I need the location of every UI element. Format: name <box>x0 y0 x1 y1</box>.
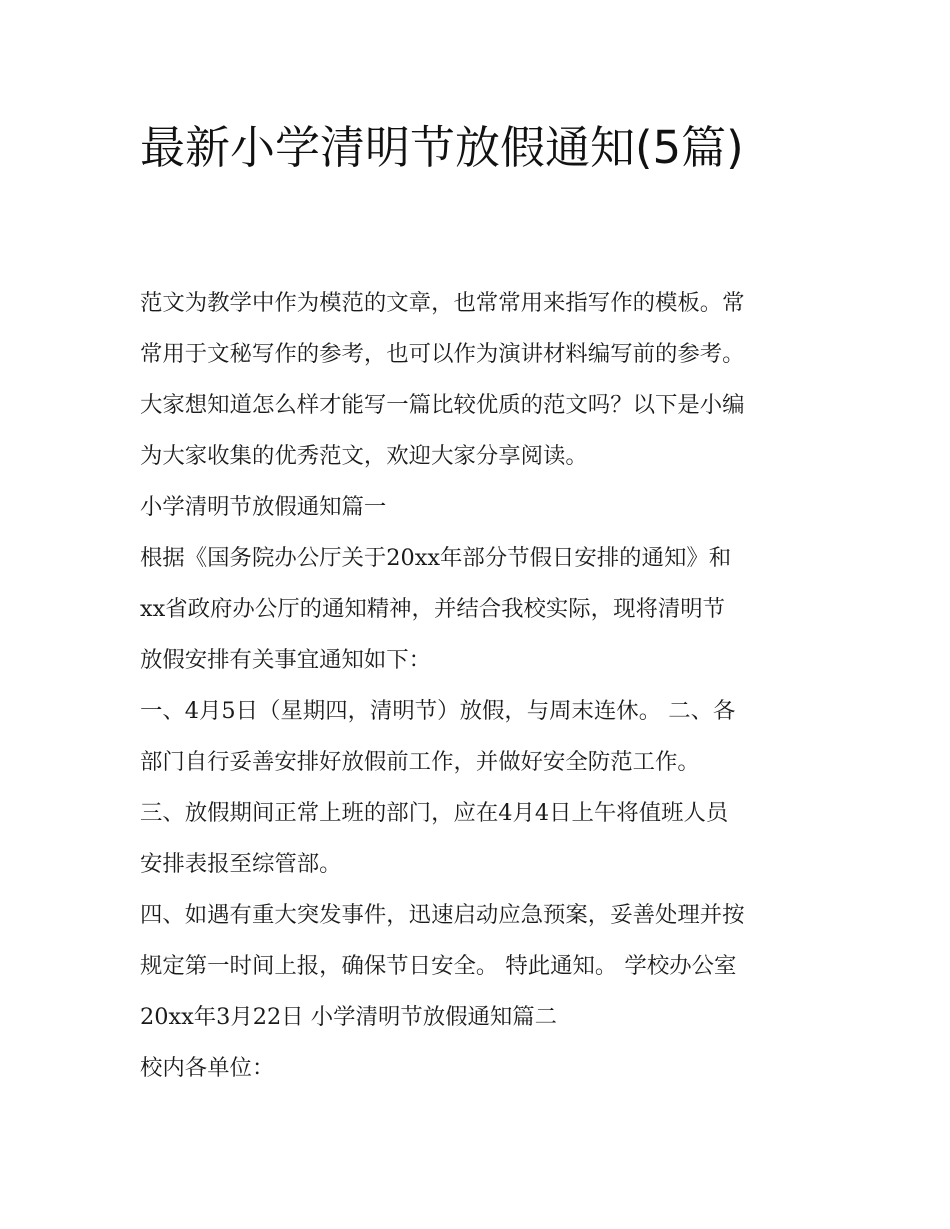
paragraph-line: 根据《国务院办公厅关于20xx年部分节假日安排的通知》和 <box>140 545 732 571</box>
paragraph-line: 三、放假期间正常上班的部门，应在4月4日上午将值班人员 <box>140 800 729 826</box>
paragraph-line: 四、如遇有重大突发事件，迅速启动应急预案，妥善处理并按 <box>140 902 745 928</box>
paragraph-line: 常用于文秘写作的参考，也可以作为演讲材料编写前的参考。 <box>140 341 745 367</box>
paragraph-line: 校内各单位： <box>140 1055 275 1081</box>
paragraph-line: 安排表报至综管部。 <box>140 851 342 877</box>
paragraph-line: 为大家收集的优秀范文，欢迎大家分享阅读。 <box>140 443 588 469</box>
document-body <box>140 278 820 1094</box>
paragraph-line: xx省政府办公厅的通知精神，并结合我校实际，现将清明节 <box>140 596 726 622</box>
section-heading: 小学清明节放假通知篇一 <box>140 494 387 520</box>
paragraph-line: 部门自行妥善安排好放假前工作，并做好安全防范工作。 <box>140 749 700 775</box>
paragraph-line: 一、4月5日（星期四，清明节）放假，与周末连休。 二、各 <box>140 698 736 724</box>
paragraph-line: 大家想知道怎么样才能写一篇比较优质的范文吗？以下是小编 <box>140 392 745 418</box>
paragraph-line: 20xx年3月22日 小学清明节放假通知篇二 <box>140 1004 558 1030</box>
paragraph-line: 范文为教学中作为模范的文章，也常常用来指写作的模板。常 <box>140 290 745 316</box>
document-title: 最新小学清明节放假通知(5篇) <box>140 121 744 174</box>
paragraph-line: 放假安排有关事宜通知如下： <box>140 647 432 673</box>
paragraph-line: 规定第一时间上报，确保节日安全。 特此通知。 学校办公室 <box>140 953 737 979</box>
